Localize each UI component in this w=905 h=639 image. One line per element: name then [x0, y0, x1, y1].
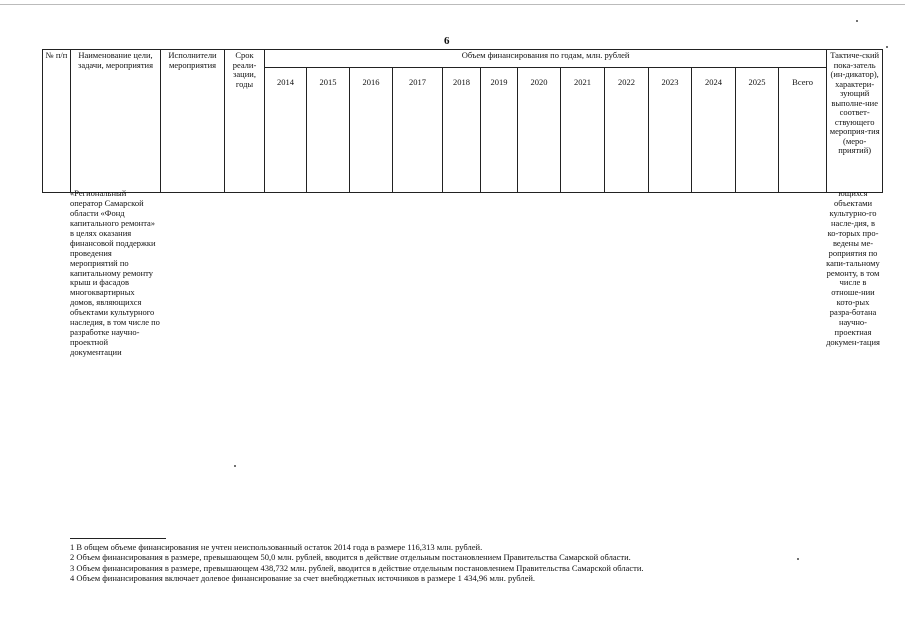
activity-name-continuation: «Региональный оператор Самарской области «Фонд капитального ремонта» в целях оказания финансовой поддержки проведения мероприятий по капитальному ремонту крыш и фасадов многоквартирных домов, являющихся объектами культурного наследия, в том числе по разработке научно-проектной документации	[70, 188, 160, 357]
footnote-2: 2 Объем финансирования в размере, превышающем 50,0 млн. рублей, вводится в действие отдельным постановлением Правительства Самарской области.	[70, 552, 631, 563]
year-2016: 2016	[350, 68, 393, 193]
scan-speck	[856, 20, 858, 22]
indicator-continuation: ющихся объектами культурно-го насле-дия, в ко-торых про-ведены ме-роприятия по капи-тальному ремонту, в том числе в отноше-нии кото-рых разра-ботана научно-проектная докумен-тация	[826, 188, 880, 348]
year-total: Всего	[779, 68, 827, 193]
page-number: 6	[444, 35, 450, 47]
header-financing: Объем финансирования по годам, млн. рублей	[265, 50, 827, 68]
year-2019: 2019	[481, 68, 518, 193]
header-number: № п/п	[43, 50, 71, 193]
year-2021: 2021	[561, 68, 605, 193]
year-2017: 2017	[393, 68, 443, 193]
year-2020: 2020	[518, 68, 561, 193]
footnote-3: 3 Объем финансирования в размере, превышающем 438,732 млн. рублей, вводится в действие отдельным постановлением Правительства Самарской области.	[70, 562, 644, 573]
header-name: Наименование цели, задачи, мероприятия	[71, 50, 161, 193]
financing-table	[42, 49, 883, 193]
footnotes	[70, 542, 830, 583]
year-2025: 2025	[736, 68, 779, 193]
header-term: Срок реали-зации, годы	[225, 50, 265, 193]
scan-speck	[234, 465, 236, 467]
footnote-1: 1 В общем объеме финансирования не учтен неиспользованный остаток 2014 года в размере 116,313 млн. рублей.	[70, 542, 483, 552]
year-2023: 2023	[649, 68, 692, 193]
year-2022: 2022	[605, 68, 649, 193]
scan-speck	[886, 46, 888, 48]
year-2014: 2014	[265, 68, 307, 193]
year-2015: 2015	[307, 68, 350, 193]
year-2018: 2018	[443, 68, 481, 193]
header-indicator: Тактиче-ский пока-затель (ин-дикатор), характери-зующий выполне-ние соответ-ствующего мероприя-тия (меро-приятий)	[827, 50, 883, 193]
footnote-separator	[70, 538, 166, 539]
page-top-edge	[0, 4, 905, 5]
header-executors: Исполнители мероприятия	[161, 50, 225, 193]
year-2024: 2024	[692, 68, 736, 193]
footnote-4: 4 Объем финансирования включает долевое финансирование за счет внебюджетных источников в размере 1 434,96 млн. рублей.	[70, 573, 536, 584]
scan-speck	[797, 558, 799, 560]
